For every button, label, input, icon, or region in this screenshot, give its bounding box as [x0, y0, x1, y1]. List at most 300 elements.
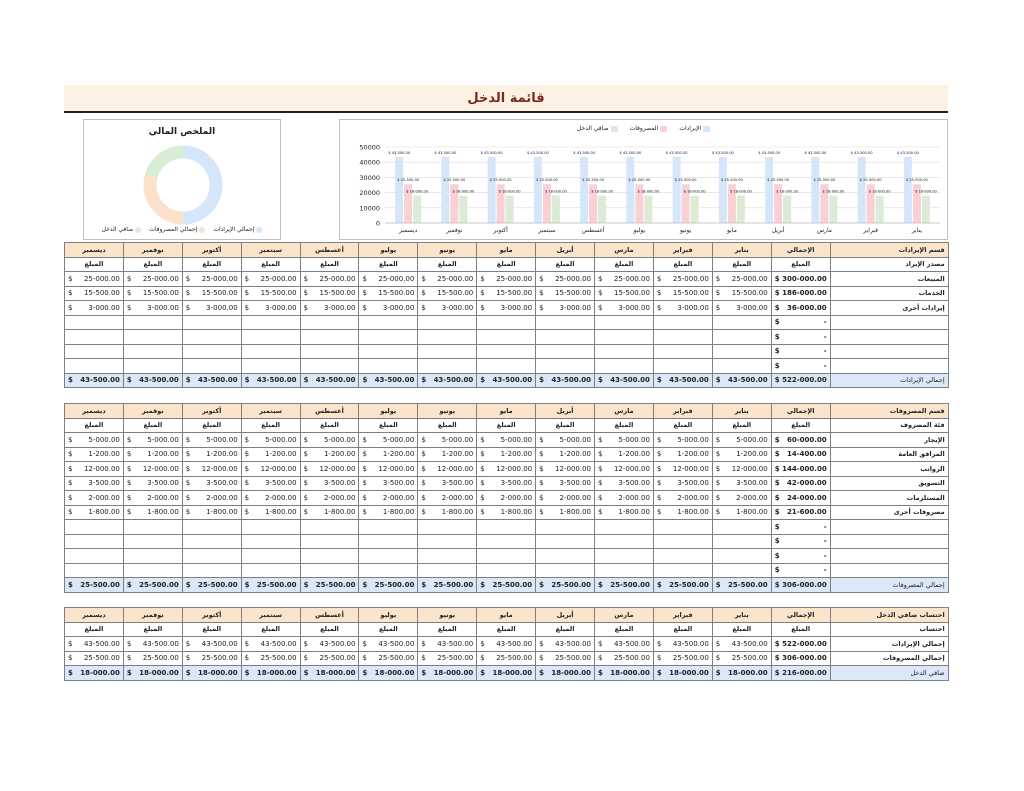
- bar-data-label: $ 43-500.00: [665, 150, 688, 155]
- currency-symbol: $: [126, 668, 132, 677]
- month-amount: [359, 462, 418, 477]
- month-amount: [300, 344, 359, 359]
- amount-value: 5-000.00: [265, 435, 297, 444]
- month-amount: [595, 433, 654, 448]
- month-amount: [359, 563, 418, 578]
- row-total: [771, 476, 830, 491]
- currency-symbol: $: [656, 435, 662, 444]
- month-column-header: سبتمبر: [241, 608, 300, 623]
- amount-value: 1-800.00: [559, 508, 592, 517]
- currency-symbol: $: [539, 435, 544, 444]
- x-tick-label: سبتمبر: [538, 227, 556, 234]
- currency-symbol: $: [715, 289, 721, 298]
- month-total: [123, 578, 182, 593]
- currency-symbol: $: [598, 654, 603, 663]
- currency-symbol: $: [303, 580, 309, 589]
- amount-value: 1-800.00: [677, 508, 709, 517]
- amount-value: 18-000.00: [669, 668, 709, 677]
- row-label: [830, 344, 948, 359]
- month-total: [712, 373, 771, 388]
- y-tick-label: 0: [375, 219, 380, 228]
- table-header-row: [65, 404, 949, 419]
- amount-value: 1-800.00: [265, 508, 297, 517]
- month-amount: [712, 359, 771, 374]
- month-amount: [359, 549, 418, 564]
- month-amount: [300, 330, 359, 345]
- month-amount: [712, 330, 771, 345]
- month-amount: [65, 491, 124, 506]
- month-amount: [418, 637, 477, 652]
- amount-value: 43-500.00: [374, 376, 415, 385]
- currency-symbol: $: [68, 479, 73, 488]
- row-total: [771, 491, 830, 506]
- currency-symbol: $: [244, 508, 250, 517]
- amount-value: 3-000.00: [206, 303, 238, 312]
- amount-value: 25-500.00: [378, 654, 415, 663]
- amount-value: 12-000.00: [496, 464, 533, 473]
- amount-value: 43-500.00: [613, 639, 650, 648]
- month-total: [123, 666, 182, 681]
- month-amount: [477, 534, 536, 549]
- currency-symbol: $: [539, 493, 544, 502]
- amount-value: 25-500.00: [256, 580, 297, 589]
- row-total: [771, 433, 830, 448]
- bar-chart-plot: [340, 120, 949, 241]
- empty-table-row: [65, 520, 949, 535]
- legend-swatch: [256, 227, 262, 233]
- amount-value: 25-500.00: [551, 580, 592, 589]
- legend-swatch: [199, 227, 205, 233]
- month-amount: [418, 344, 477, 359]
- bar-data-label: $ 18-000.00: [637, 189, 660, 194]
- currency-symbol: $: [656, 639, 662, 648]
- currency-symbol: $: [68, 450, 73, 459]
- amount-value: 43-500.00: [610, 376, 650, 385]
- month-amount: [418, 534, 477, 549]
- amount-value: 25-500.00: [672, 654, 709, 663]
- amount-column-header: المبلغ: [300, 257, 359, 272]
- bar-1: [858, 157, 866, 223]
- currency-symbol: $: [774, 580, 780, 589]
- bar-data-label: $ 25-500.00: [397, 178, 420, 183]
- amount-value: 25-500.00: [555, 654, 592, 663]
- month-amount: [241, 637, 300, 652]
- amount-value: 25-000.00: [260, 274, 297, 283]
- amount-value: 43-500.00: [315, 376, 356, 385]
- amount-value: -: [823, 566, 827, 575]
- month-amount: [536, 651, 595, 666]
- currency-symbol: $: [362, 479, 367, 488]
- bar-data-label: $ 43-500.00: [619, 150, 642, 155]
- amount-value: 15-500.00: [378, 289, 415, 298]
- currency-symbol: $: [126, 450, 132, 459]
- currency-symbol: $: [68, 274, 73, 283]
- amount-column-header: المبلغ: [300, 622, 359, 637]
- bar-data-label: $ 25-500.00: [767, 178, 790, 183]
- currency-symbol: $: [480, 654, 485, 663]
- bar-1: [626, 157, 634, 223]
- month-amount: [241, 651, 300, 666]
- month-amount: [595, 286, 654, 301]
- month-amount: [595, 505, 654, 520]
- page-title-bar: [64, 85, 948, 113]
- row-total: [771, 549, 830, 564]
- currency-symbol: $: [480, 450, 485, 459]
- grand-total: [771, 578, 830, 593]
- amount-value: 3-000.00: [382, 303, 415, 312]
- amount-value: 1-800.00: [736, 508, 768, 517]
- amount-value: 24-000.00: [787, 493, 827, 502]
- currency-symbol: $: [126, 580, 132, 589]
- currency-symbol: $: [244, 493, 250, 502]
- amount-column-header: المبلغ: [418, 418, 477, 433]
- currency-symbol: $: [421, 376, 427, 385]
- month-amount: [712, 344, 771, 359]
- month-amount: [241, 272, 300, 287]
- month-amount: [300, 286, 359, 301]
- currency-symbol: $: [185, 580, 191, 589]
- amount-value: 25-500.00: [731, 654, 768, 663]
- currency-symbol: $: [303, 289, 309, 298]
- amount-column-header: المبلغ: [241, 622, 300, 637]
- amount-value: 2-000.00: [559, 493, 592, 502]
- amount-value: 25-500.00: [437, 654, 474, 663]
- currency-symbol: $: [421, 479, 426, 488]
- month-amount: [359, 344, 418, 359]
- amount-column-header: المبلغ: [182, 257, 241, 272]
- month-amount: [712, 505, 771, 520]
- row-total: [771, 286, 830, 301]
- month-amount: [359, 286, 418, 301]
- amount-value: 12-000.00: [260, 464, 297, 473]
- month-amount: [300, 520, 359, 535]
- currency-symbol: $: [185, 303, 191, 312]
- month-total: [65, 373, 124, 388]
- currency-symbol: $: [185, 639, 191, 648]
- month-amount: [359, 272, 418, 287]
- currency-symbol: $: [362, 668, 368, 677]
- table-total-row: [65, 578, 949, 593]
- bar-3: [413, 196, 421, 223]
- month-amount: [712, 549, 771, 564]
- month-total: [418, 666, 477, 681]
- y-tick-label: 20000: [359, 189, 380, 198]
- row-label: إجمالي المصروفات: [830, 651, 948, 666]
- amount-value: 43-500.00: [492, 376, 533, 385]
- month-total: [653, 578, 712, 593]
- month-amount: [182, 476, 241, 491]
- month-amount: [477, 315, 536, 330]
- month-amount: [123, 534, 182, 549]
- month-total: [536, 666, 595, 681]
- month-amount: [65, 301, 124, 316]
- bar-1: [673, 157, 681, 223]
- currency-symbol: $: [362, 580, 368, 589]
- month-amount: [418, 447, 477, 462]
- month-amount: [300, 491, 359, 506]
- financial-summary-chart: [83, 119, 281, 240]
- bar-3: [691, 196, 699, 223]
- row-total: [771, 301, 830, 316]
- amount-value: 3-500.00: [206, 479, 238, 488]
- month-amount: [653, 330, 712, 345]
- row-label: التسويق: [830, 476, 948, 491]
- amount-value: 1-800.00: [382, 508, 415, 517]
- month-amount: [123, 520, 182, 535]
- amount-value: 18-000.00: [610, 668, 650, 677]
- month-total: [477, 578, 536, 593]
- month-amount: [418, 505, 477, 520]
- bar-3: [737, 196, 745, 223]
- month-amount: [712, 491, 771, 506]
- month-amount: [123, 651, 182, 666]
- month-amount: [182, 651, 241, 666]
- x-tick-label: أبريل: [771, 227, 785, 234]
- currency-symbol: $: [185, 493, 191, 502]
- donut-legend: [84, 226, 280, 233]
- amount-column-header: المبلغ: [712, 622, 771, 637]
- month-amount: [182, 563, 241, 578]
- currency-symbol: $: [774, 361, 780, 370]
- amount-value: 2-000.00: [618, 493, 650, 502]
- currency-symbol: $: [68, 464, 73, 473]
- month-amount: [65, 563, 124, 578]
- amount-value: 3-500.00: [441, 479, 474, 488]
- amount-value: 15-500.00: [201, 289, 238, 298]
- month-amount: [123, 330, 182, 345]
- amount-value: 25-500.00: [433, 580, 474, 589]
- total-column-header: الإجمالي: [771, 243, 830, 258]
- month-amount: [477, 476, 536, 491]
- month-amount: [536, 462, 595, 477]
- currency-symbol: $: [421, 580, 427, 589]
- month-amount: [536, 344, 595, 359]
- bar-1: [395, 157, 403, 223]
- month-amount: [536, 549, 595, 564]
- donut-chart: [84, 120, 282, 241]
- month-total: [536, 373, 595, 388]
- month-total: [241, 578, 300, 593]
- month-amount: [241, 549, 300, 564]
- month-column-header: ديسمبر: [65, 404, 124, 419]
- amount-value: 43-500.00: [731, 639, 768, 648]
- amount-value: 522-000.00: [782, 376, 827, 385]
- month-amount: [300, 651, 359, 666]
- monthly-bar-chart: [339, 119, 948, 240]
- month-amount: [359, 505, 418, 520]
- currency-symbol: $: [480, 580, 486, 589]
- amount-column-header: المبلغ: [65, 622, 124, 637]
- amount-value: 2-000.00: [265, 493, 297, 502]
- currency-symbol: $: [303, 450, 309, 459]
- bar-data-label: $ 18-000.00: [914, 189, 937, 194]
- month-amount: [477, 491, 536, 506]
- currency-symbol: $: [362, 450, 367, 459]
- amount-value: 5-000.00: [736, 435, 768, 444]
- table-total-row: [65, 373, 949, 388]
- bar-data-label: $ 18-000.00: [498, 189, 521, 194]
- amount-column-header: المبلغ: [771, 418, 830, 433]
- month-amount: [653, 476, 712, 491]
- y-tick-label: 10000: [359, 204, 380, 213]
- amount-value: 5-000.00: [323, 435, 356, 444]
- month-amount: [477, 505, 536, 520]
- table-row: [65, 637, 949, 652]
- month-total: [182, 373, 241, 388]
- month-amount: [65, 520, 124, 535]
- month-amount: [536, 520, 595, 535]
- month-amount: [595, 491, 654, 506]
- currency-symbol: $: [303, 274, 309, 283]
- currency-symbol: $: [774, 274, 780, 283]
- month-amount: [182, 315, 241, 330]
- currency-symbol: $: [774, 347, 780, 356]
- month-amount: [300, 433, 359, 448]
- currency-symbol: $: [715, 274, 721, 283]
- amount-value: -: [823, 332, 827, 341]
- row-total: [771, 520, 830, 535]
- amount-value: 1-800.00: [500, 508, 533, 517]
- row-total: [771, 330, 830, 345]
- amount-column-header: المبلغ: [123, 257, 182, 272]
- row-label: إيرادات أخرى: [830, 301, 948, 316]
- amount-value: 5-000.00: [677, 435, 709, 444]
- amount-value: -: [823, 551, 827, 560]
- currency-symbol: $: [539, 303, 544, 312]
- row-total: [771, 462, 830, 477]
- month-column-header: سبتمبر: [241, 243, 300, 258]
- currency-symbol: $: [421, 493, 426, 502]
- month-amount: [653, 286, 712, 301]
- month-amount: [653, 534, 712, 549]
- amount-value: 25-000.00: [319, 274, 356, 283]
- month-column-header: يوليو: [359, 404, 418, 419]
- amount-value: 15-500.00: [83, 289, 120, 298]
- amount-value: 43-500.00: [433, 376, 474, 385]
- currency-symbol: $: [480, 376, 486, 385]
- amount-value: 1-200.00: [677, 450, 709, 459]
- month-amount: [241, 534, 300, 549]
- amount-value: 12-000.00: [142, 464, 179, 473]
- month-total: [300, 666, 359, 681]
- amount-value: 43-500.00: [260, 639, 297, 648]
- month-amount: [65, 651, 124, 666]
- currency-symbol: $: [185, 435, 191, 444]
- currency-symbol: $: [598, 303, 603, 312]
- x-tick-label: مارس: [816, 227, 833, 234]
- currency-symbol: $: [68, 376, 73, 385]
- currency-symbol: $: [598, 435, 603, 444]
- month-amount: [595, 563, 654, 578]
- amount-column-header: المبلغ: [653, 622, 712, 637]
- month-column-header: أغسطس: [300, 608, 359, 623]
- grand-total: [771, 666, 830, 681]
- amount-value: 1-800.00: [323, 508, 356, 517]
- amount-value: 15-500.00: [437, 289, 474, 298]
- month-column-header: يناير: [712, 404, 771, 419]
- amount-value: 3-500.00: [88, 479, 120, 488]
- month-amount: [182, 344, 241, 359]
- month-total: [241, 373, 300, 388]
- currency-symbol: $: [598, 464, 603, 473]
- amount-value: 3-000.00: [265, 303, 297, 312]
- month-amount: [241, 491, 300, 506]
- month-amount: [712, 476, 771, 491]
- currency-symbol: $: [480, 668, 486, 677]
- currency-symbol: $: [539, 508, 544, 517]
- month-amount: [653, 637, 712, 652]
- month-column-header: أبريل: [536, 243, 595, 258]
- bar-data-label: $ 18-000.00: [544, 189, 567, 194]
- month-amount: [418, 549, 477, 564]
- amount-value: 1-200.00: [559, 450, 592, 459]
- legend-label: صافي الدخل: [101, 226, 134, 233]
- currency-symbol: $: [539, 580, 544, 589]
- month-total: [241, 666, 300, 681]
- currency-symbol: $: [126, 376, 132, 385]
- amount-value: 14-400.00: [787, 450, 827, 459]
- currency-symbol: $: [774, 668, 780, 677]
- currency-symbol: $: [185, 654, 191, 663]
- currency-symbol: $: [539, 639, 544, 648]
- currency-symbol: $: [185, 289, 191, 298]
- amount-column-header: المبلغ: [653, 418, 712, 433]
- amount-value: 25-000.00: [555, 274, 592, 283]
- expenses-table: [64, 403, 949, 593]
- amount-value: 2-000.00: [147, 493, 179, 502]
- month-amount: [123, 549, 182, 564]
- amount-value: 18-000.00: [551, 668, 592, 677]
- amount-value: 1-200.00: [500, 450, 533, 459]
- currency-symbol: $: [656, 580, 662, 589]
- month-amount: [241, 315, 300, 330]
- currency-symbol: $: [68, 289, 73, 298]
- month-column-header: أكتوبر: [182, 243, 241, 258]
- amount-value: -: [823, 537, 827, 546]
- month-column-header: مايو: [477, 243, 536, 258]
- currency-symbol: $: [68, 508, 73, 517]
- month-amount: [653, 651, 712, 666]
- currency-symbol: $: [715, 668, 721, 677]
- month-amount: [653, 491, 712, 506]
- month-amount: [595, 637, 654, 652]
- month-amount: [595, 534, 654, 549]
- currency-symbol: $: [421, 289, 426, 298]
- y-tick-label: 50000: [359, 143, 380, 152]
- currency-symbol: $: [421, 303, 426, 312]
- month-amount: [123, 433, 182, 448]
- month-amount: [653, 505, 712, 520]
- currency-symbol: $: [244, 464, 250, 473]
- amount-value: 18-000.00: [198, 668, 238, 677]
- month-amount: [536, 637, 595, 652]
- month-amount: [418, 476, 477, 491]
- page-title: قائمة الدخل: [467, 90, 545, 106]
- month-amount: [536, 433, 595, 448]
- amount-value: 3-000.00: [677, 303, 709, 312]
- x-tick-label: فبراير: [863, 227, 878, 234]
- month-amount: [300, 447, 359, 462]
- amount-column-header: المبلغ: [595, 257, 654, 272]
- currency-symbol: $: [244, 668, 250, 677]
- amount-value: 3-500.00: [382, 479, 415, 488]
- table-row: [65, 462, 949, 477]
- month-amount: [123, 505, 182, 520]
- month-amount: [182, 272, 241, 287]
- amount-column-header: المبلغ: [123, 622, 182, 637]
- month-column-header: نوفمبر: [123, 404, 182, 419]
- currency-symbol: $: [68, 639, 73, 648]
